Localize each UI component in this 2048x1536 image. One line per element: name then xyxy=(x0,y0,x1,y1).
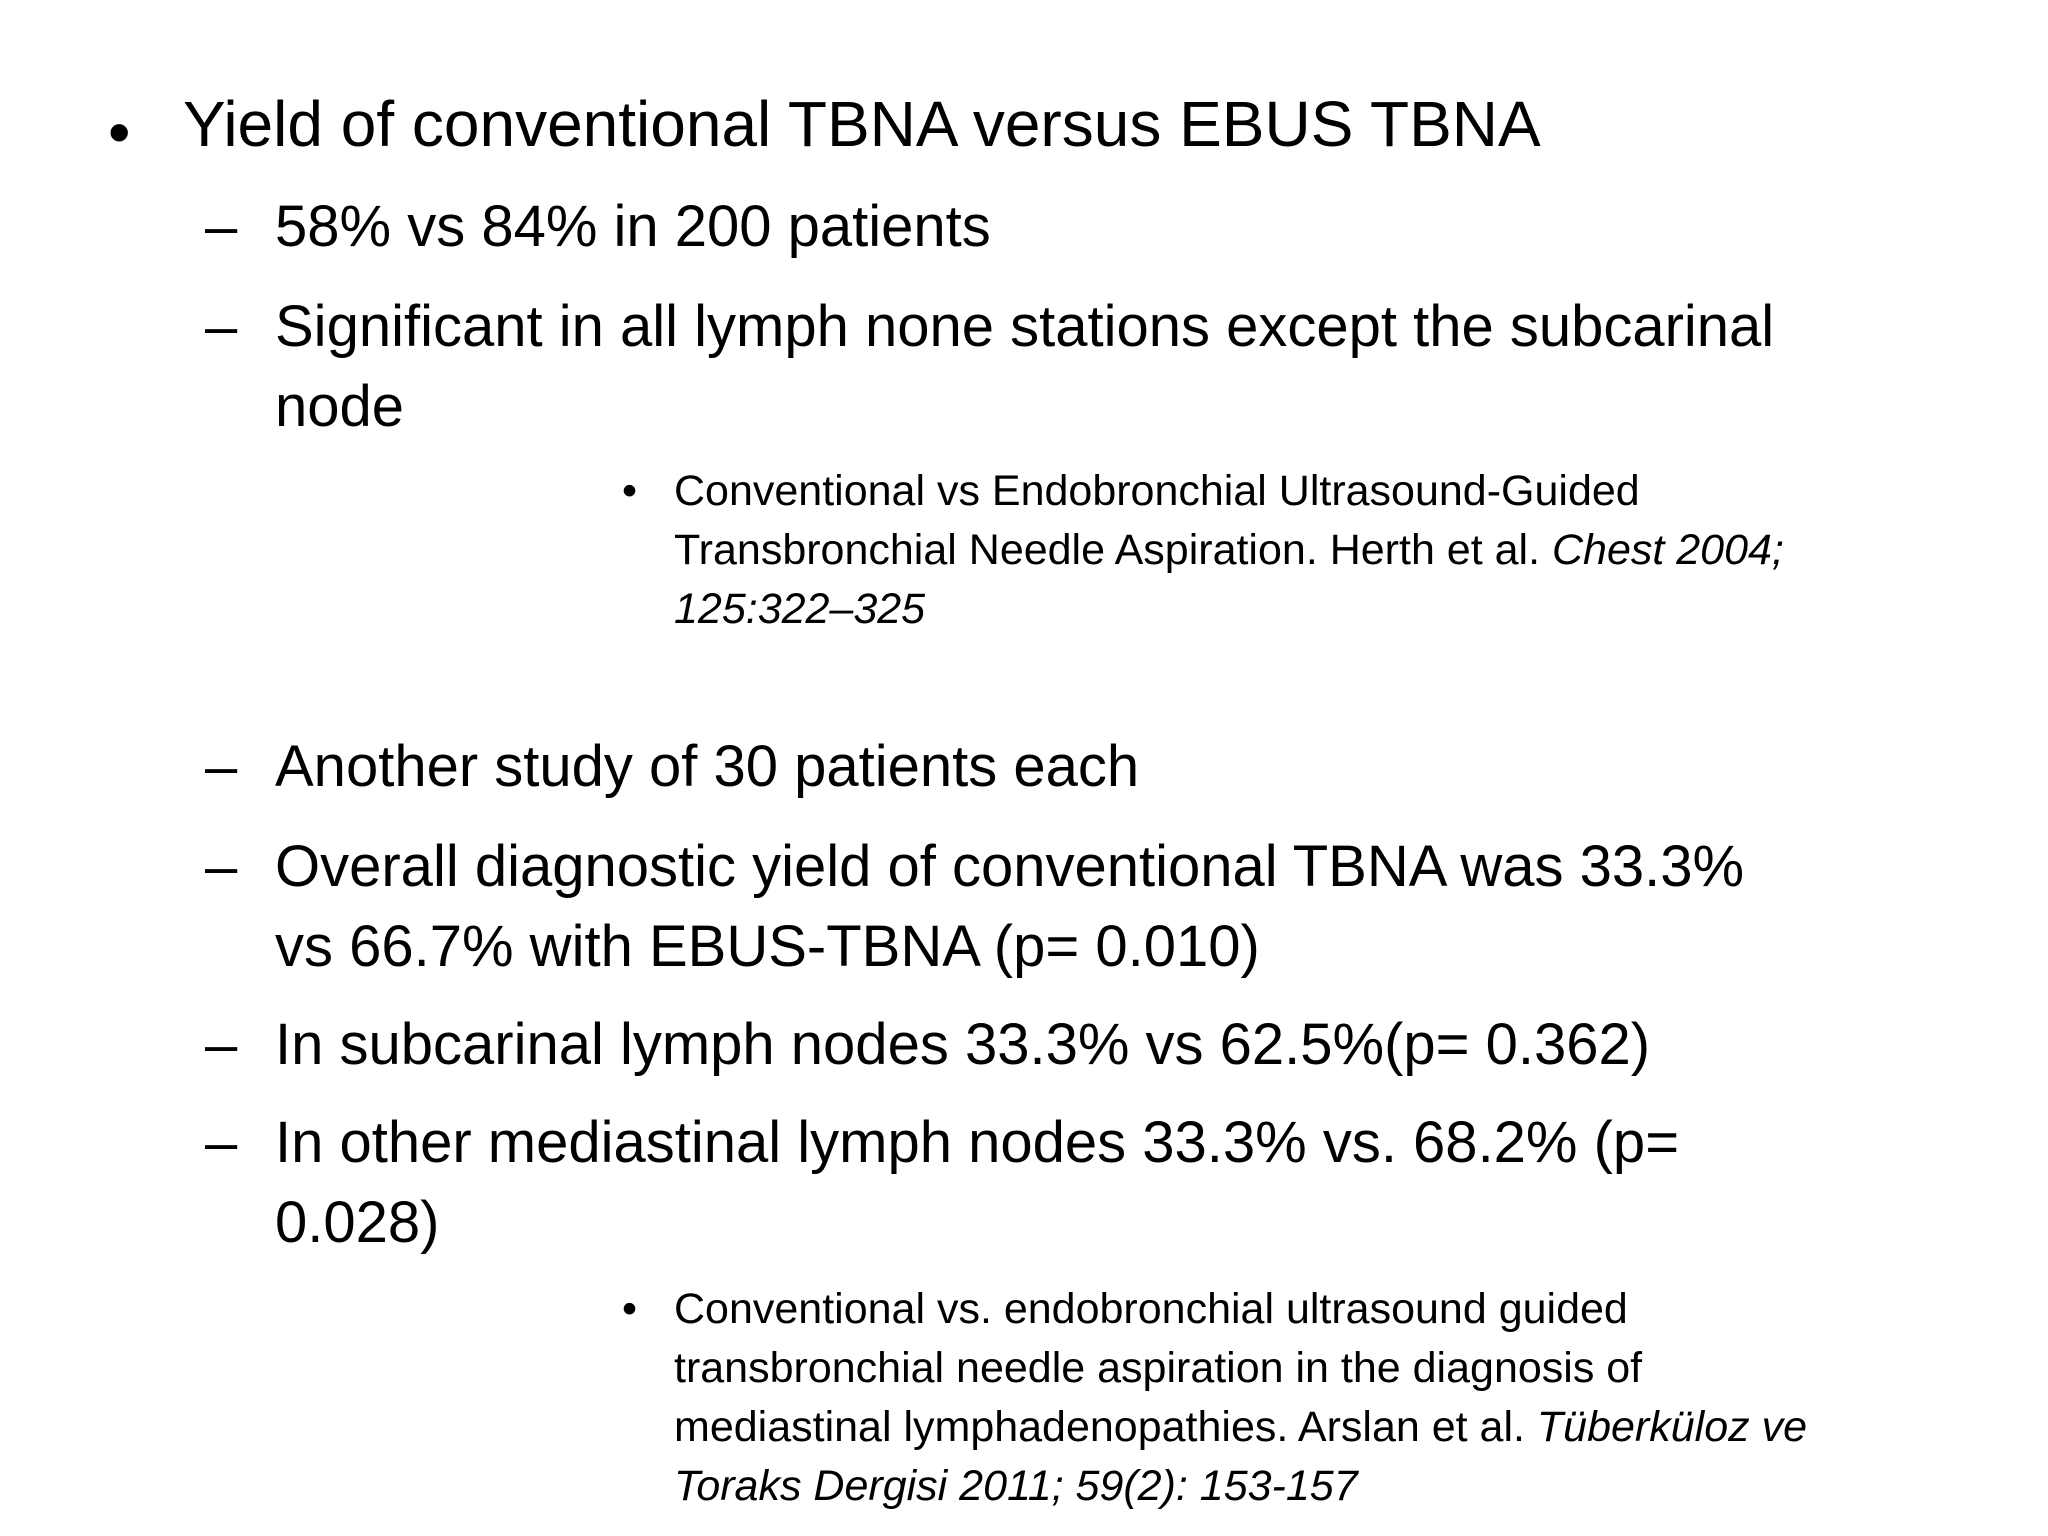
subitem-58-vs-84: 58% vs 84% in 200 patients xyxy=(275,194,991,259)
reference-2-line4 xyxy=(674,1462,1358,1510)
reference-2-line3-plain: mediastinal lymphadenopathies. Arslan et al. xyxy=(674,1403,1537,1451)
reference-1-bullet: • xyxy=(622,467,638,515)
subitem-another-study: Another study of 30 patients each xyxy=(275,734,1140,799)
heading-text: Yield of conventional TBNA versus EBUS TBNA xyxy=(183,88,1541,160)
subitem-significant-line1: Significant in all lymph none stations except the subcarinal xyxy=(275,294,1775,359)
reference-2-line3 xyxy=(674,1403,1807,1451)
subitem-significant-line2: node xyxy=(275,374,405,439)
subitem-overall-yield-line2: vs 66.7% with EBUS-TBNA (p= 0.010) xyxy=(275,914,1260,979)
dash-3: – xyxy=(205,734,238,799)
subitem-overall-yield-line1: Overall diagnostic yield of conventional TBNA was 33.3% xyxy=(275,834,1745,899)
reference-2-journal: Tüberküloz ve xyxy=(1536,1403,1807,1451)
subitem-subcarinal: In subcarinal lymph nodes 33.3% vs 62.5%(p= 0.362) xyxy=(275,1012,1651,1077)
subitem-other-mediastinal-line1: In other mediastinal lymph nodes 33.3% vs. 68.2% (p= xyxy=(275,1110,1680,1175)
reference-2-citation: Toraks Dergisi 2011; 59(2): 153-157 xyxy=(674,1462,1358,1510)
heading-bullet: • xyxy=(108,96,131,168)
dash-2: – xyxy=(205,294,238,359)
dash-5: – xyxy=(205,1012,238,1077)
reference-2-bullet: • xyxy=(622,1285,638,1333)
reference-1-line2-plain: Transbronchial Needle Aspiration. Herth et al. xyxy=(674,526,1552,574)
dash-6: – xyxy=(205,1110,238,1175)
reference-2-line1: Conventional vs. endobronchial ultrasound guided xyxy=(674,1285,1628,1333)
reference-1-journal: Chest 2004; xyxy=(1551,526,1784,574)
reference-1-line3 xyxy=(674,585,926,633)
reference-1-line1: Conventional vs Endobronchial Ultrasound-Guided xyxy=(674,467,1640,515)
reference-1-pages: 125:322–325 xyxy=(674,585,926,633)
dash-1: – xyxy=(205,194,238,259)
dash-4: – xyxy=(205,834,238,899)
subitem-other-mediastinal-line2: 0.028) xyxy=(275,1190,440,1255)
reference-1-line2 xyxy=(674,526,1784,574)
reference-2-line2: transbronchial needle aspiration in the diagnosis of xyxy=(674,1344,1643,1392)
